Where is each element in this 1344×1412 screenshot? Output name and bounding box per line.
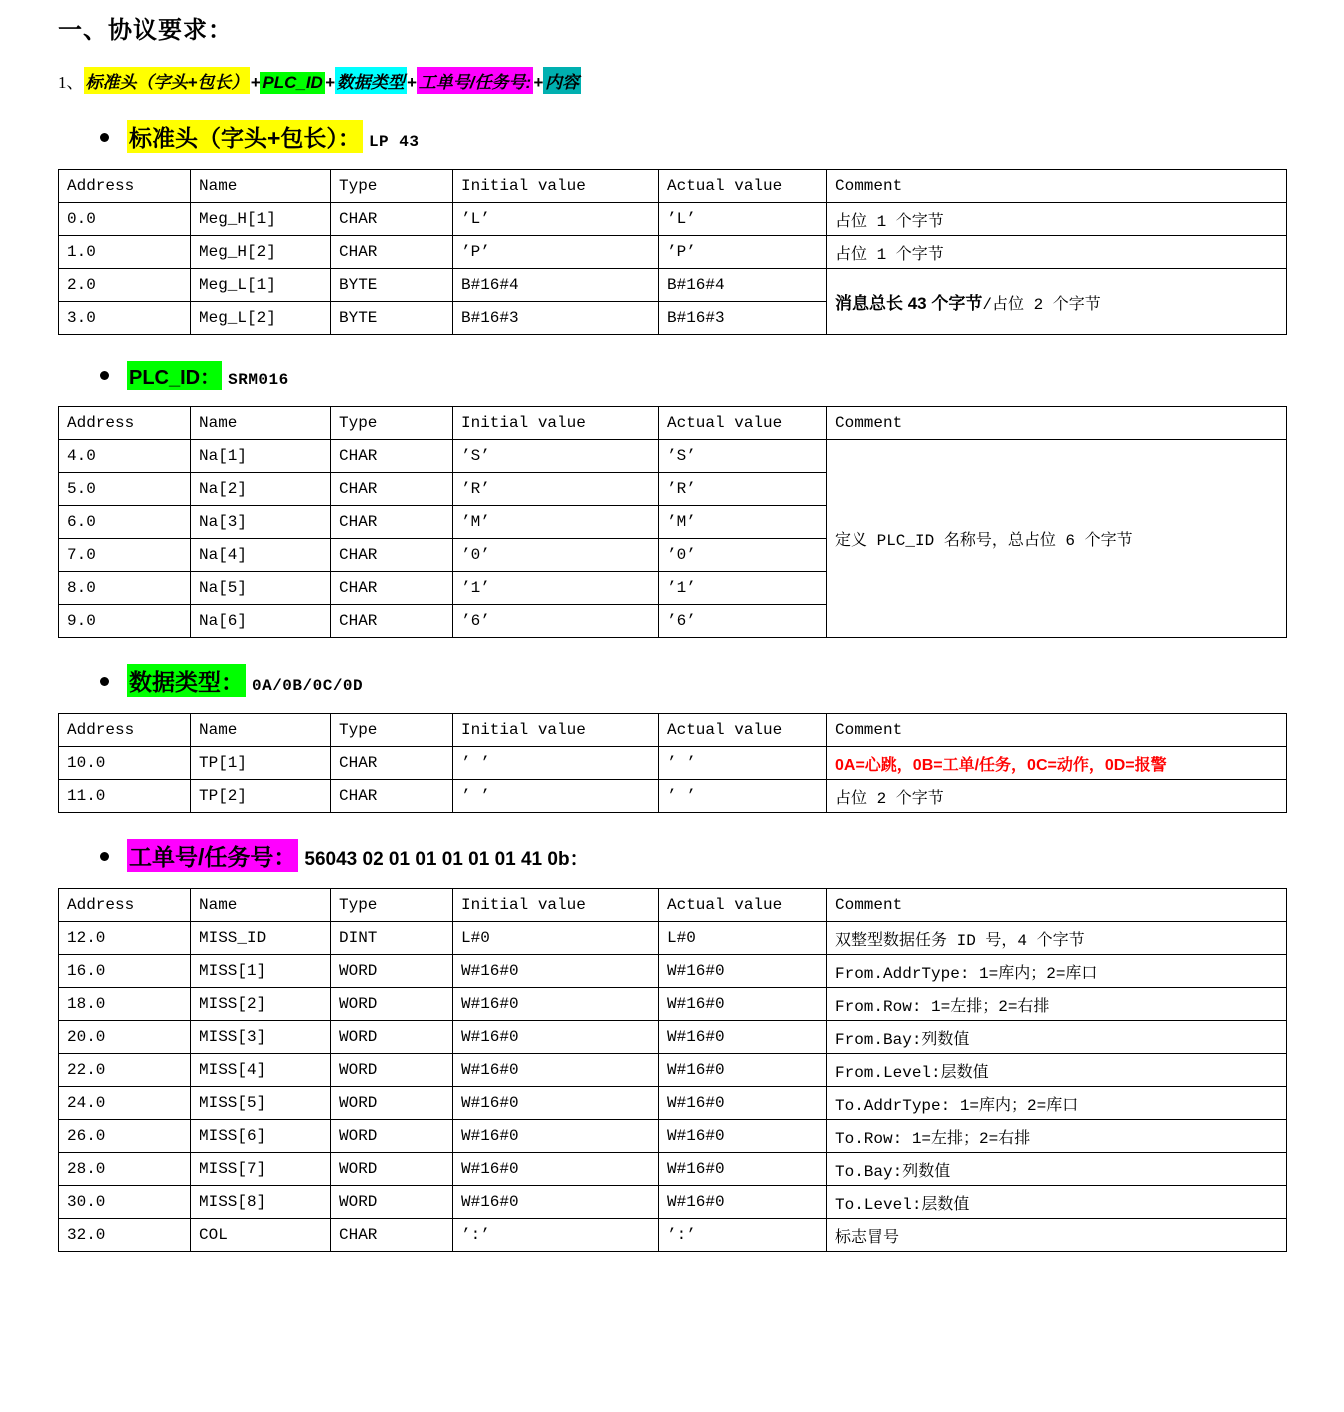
cell-address: 32.0 [59,1219,191,1252]
section-heading-plcid [100,361,1344,390]
cell-address: 18.0 [59,988,191,1021]
col-initial-value: Initial value [453,407,659,440]
list-number: 1、 [58,73,84,92]
cell-initial: W#16#0 [453,1054,659,1087]
cell-address: 2.0 [59,269,191,302]
formula-plus-1: + [250,73,261,92]
cell-comment: From.Row: 1=左排；2=右排 [827,988,1287,1021]
cell-name: MISS[1] [191,955,331,988]
cell-actual: ’P’ [659,236,827,269]
cell-type: CHAR [331,1219,453,1252]
cell-name: MISS_ID [191,922,331,955]
cell-initial: ’:’ [453,1219,659,1252]
col-name: Name [191,714,331,747]
cell-actual: W#16#0 [659,955,827,988]
col-type: Type [331,889,453,922]
cell-address: 1.0 [59,236,191,269]
cell-comment: 占位 1 个字节 [827,236,1287,269]
cell-type: CHAR [331,203,453,236]
table-header-row [59,714,1287,747]
table-plcid-block [58,406,1287,638]
cell-actual: ’ ’ [659,780,827,813]
cell-name: MISS[8] [191,1186,331,1219]
table-row [59,955,1287,988]
cell-type: WORD [331,1186,453,1219]
cell-type: CHAR [331,605,453,638]
col-initial-value: Initial value [453,714,659,747]
table-header-row [59,170,1287,203]
table-row [59,1219,1287,1252]
section-title: 工单号/任务号： [127,839,298,872]
cell-address: 0.0 [59,203,191,236]
cell-initial: W#16#0 [453,955,659,988]
cell-type: WORD [331,1054,453,1087]
section-title: 标准头（字头+包长）： [127,120,363,153]
cell-initial: ’0’ [453,539,659,572]
cell-name: Na[4] [191,539,331,572]
table-taskid-block [58,888,1287,1252]
cell-actual: ’S’ [659,440,827,473]
cell-actual: ’R’ [659,473,827,506]
formula-plus-3: + [406,73,417,92]
cell-actual: W#16#0 [659,1021,827,1054]
col-address: Address [59,714,191,747]
cell-address: 11.0 [59,780,191,813]
cell-comment: 占位 1 个字节 [827,203,1287,236]
col-actual-value: Actual value [659,714,827,747]
cell-comment: To.Bay:列数值 [827,1153,1287,1186]
section-value: 56043 02 01 01 01 01 01 41 0b： [304,849,589,870]
col-comment: Comment [827,407,1287,440]
cell-name: TP[2] [191,780,331,813]
table-row [59,780,1287,813]
table-row [59,988,1287,1021]
cell-address: 16.0 [59,955,191,988]
cell-name: MISS[6] [191,1120,331,1153]
col-name: Name [191,170,331,203]
cell-comment: 占位 2 个字节 [827,780,1287,813]
table-header-block [58,169,1287,335]
cell-initial: ’P’ [453,236,659,269]
table-row [59,1021,1287,1054]
cell-name: Na[6] [191,605,331,638]
cell-initial: B#16#3 [453,302,659,335]
col-actual-value: Actual value [659,407,827,440]
cell-initial: W#16#0 [453,1021,659,1054]
cell-actual: ’M’ [659,506,827,539]
col-address: Address [59,889,191,922]
cell-name: Na[3] [191,506,331,539]
bullet-icon [100,852,109,861]
cell-comment: From.Bay:列数值 [827,1021,1287,1054]
cell-comment: To.AddrType: 1=库内；2=库口 [827,1087,1287,1120]
cell-comment: 0A=心跳，0B=工单/任务，0C=动作，0D=报警 [827,747,1287,780]
cell-name: Na[1] [191,440,331,473]
col-address: Address [59,407,191,440]
cell-initial: L#0 [453,922,659,955]
cell-name: Meg_L[1] [191,269,331,302]
cell-type: BYTE [331,269,453,302]
cell-actual: ’1’ [659,572,827,605]
cell-name: Na[2] [191,473,331,506]
cell-name: TP[1] [191,747,331,780]
cell-initial: B#16#4 [453,269,659,302]
bullet-icon [100,371,109,380]
cell-name: Meg_H[2] [191,236,331,269]
col-type: Type [331,407,453,440]
cell-name: Na[5] [191,572,331,605]
table-row [59,440,1287,473]
cell-type: CHAR [331,440,453,473]
cell-address: 28.0 [59,1153,191,1186]
formula-part-header: 标准头（字头+包长） [84,67,251,94]
cell-type: CHAR [331,747,453,780]
section-value: SRM016 [228,371,289,389]
section-value: 0A/0B/0C/0D [252,677,364,695]
cell-address: 7.0 [59,539,191,572]
formula-part-taskid: 工单号/任务号: [417,67,533,94]
cell-initial: ’1’ [453,572,659,605]
col-initial-value: Initial value [453,170,659,203]
cell-actual: L#0 [659,922,827,955]
cell-name: Meg_L[2] [191,302,331,335]
table-datatype-block [58,713,1287,813]
formula-part-datatype: 数据类型 [335,67,407,94]
cell-address: 22.0 [59,1054,191,1087]
cell-initial: W#16#0 [453,1153,659,1186]
table-header-row [59,407,1287,440]
col-name: Name [191,407,331,440]
cell-address: 9.0 [59,605,191,638]
cell-name: COL [191,1219,331,1252]
table-row [59,203,1287,236]
table-row [59,1087,1287,1120]
cell-address: 4.0 [59,440,191,473]
cell-address: 20.0 [59,1021,191,1054]
cell-initial: ’L’ [453,203,659,236]
cell-type: CHAR [331,473,453,506]
cell-comment: To.Row: 1=左排；2=右排 [827,1120,1287,1153]
col-initial-value: Initial value [453,889,659,922]
cell-actual: W#16#0 [659,1087,827,1120]
cell-comment: To.Level:层数值 [827,1186,1287,1219]
cell-comment: 标志冒号 [827,1219,1287,1252]
table-row [59,236,1287,269]
section-title: 数据类型： [127,664,246,697]
document-page [0,10,1344,1252]
table-row [59,1153,1287,1186]
cell-initial: ’M’ [453,506,659,539]
cell-initial: ’ ’ [453,780,659,813]
cell-type: CHAR [331,236,453,269]
cell-comment-merged: 定义 PLC_ID 名称号，总占位 6 个字节 [827,440,1287,638]
formula-plus-2: + [324,73,335,92]
section-heading-datatype [100,664,1344,697]
bullet-icon [100,133,109,142]
table-row [59,922,1287,955]
cell-address: 5.0 [59,473,191,506]
table-row [59,1054,1287,1087]
cell-initial: ’6’ [453,605,659,638]
cell-name: MISS[7] [191,1153,331,1186]
cell-type: WORD [331,1021,453,1054]
cell-type: CHAR [331,572,453,605]
cell-initial: ’R’ [453,473,659,506]
cell-type: WORD [331,955,453,988]
col-comment: Comment [827,714,1287,747]
cell-type: WORD [331,1153,453,1186]
cell-address: 24.0 [59,1087,191,1120]
cell-initial: ’S’ [453,440,659,473]
cell-initial: W#16#0 [453,1087,659,1120]
cell-actual: W#16#0 [659,1153,827,1186]
cell-address: 26.0 [59,1120,191,1153]
section-heading-header [100,120,1344,153]
cell-actual: ’ ’ [659,747,827,780]
cell-actual: B#16#3 [659,302,827,335]
cell-initial: W#16#0 [453,1120,659,1153]
section-value: LP 43 [368,133,420,151]
cell-actual: ’L’ [659,203,827,236]
col-actual-value: Actual value [659,889,827,922]
cell-address: 12.0 [59,922,191,955]
section-heading-taskid [100,839,1344,872]
bullet-icon [100,677,109,686]
cell-actual: W#16#0 [659,1120,827,1153]
table-row [59,1120,1287,1153]
cell-type: BYTE [331,302,453,335]
cell-initial: W#16#0 [453,988,659,1021]
cell-initial: W#16#0 [453,1186,659,1219]
cell-actual: W#16#0 [659,988,827,1021]
page-title: 一、协议要求： [58,17,233,44]
cell-comment: From.Level:层数值 [827,1054,1287,1087]
cell-actual: ’6’ [659,605,827,638]
cell-name: MISS[5] [191,1087,331,1120]
cell-address: 8.0 [59,572,191,605]
col-comment: Comment [827,170,1287,203]
cell-address: 6.0 [59,506,191,539]
col-comment: Comment [827,889,1287,922]
formula-part-content: 内容 [543,67,581,94]
cell-type: WORD [331,988,453,1021]
cell-type: DINT [331,922,453,955]
cell-initial: ’ ’ [453,747,659,780]
section-title: PLC_ID： [127,361,222,390]
cell-actual: W#16#0 [659,1186,827,1219]
table-header-row [59,889,1287,922]
cell-actual: W#16#0 [659,1054,827,1087]
table-row [59,269,1287,302]
cell-name: Meg_H[1] [191,203,331,236]
cell-actual: ’:’ [659,1219,827,1252]
col-type: Type [331,714,453,747]
col-address: Address [59,170,191,203]
cell-type: CHAR [331,539,453,572]
comment-bold-part: 消息总长 43 个字节 [835,294,983,313]
col-name: Name [191,889,331,922]
cell-type: CHAR [331,506,453,539]
cell-actual: ’0’ [659,539,827,572]
cell-type: CHAR [331,780,453,813]
cell-type: WORD [331,1120,453,1153]
cell-address: 10.0 [59,747,191,780]
formula-part-plcid: PLC_ID [262,73,323,92]
table-row [59,1186,1287,1219]
cell-name: MISS[4] [191,1054,331,1087]
cell-name: MISS[3] [191,1021,331,1054]
protocol-formula-line [58,67,1344,94]
cell-name: MISS[2] [191,988,331,1021]
table-row [59,747,1287,780]
cell-type: WORD [331,1087,453,1120]
cell-comment: From.AddrType: 1=库内；2=库口 [827,955,1287,988]
cell-address: 3.0 [59,302,191,335]
col-actual-value: Actual value [659,170,827,203]
formula-plus-4: + [533,73,544,92]
cell-comment-merged [827,269,1287,335]
cell-comment: 双整型数据任务 ID 号，4 个字节 [827,922,1287,955]
cell-actual: B#16#4 [659,269,827,302]
cell-address: 30.0 [59,1186,191,1219]
comment-rest-part: /占位 2 个字节 [982,296,1101,314]
col-type: Type [331,170,453,203]
